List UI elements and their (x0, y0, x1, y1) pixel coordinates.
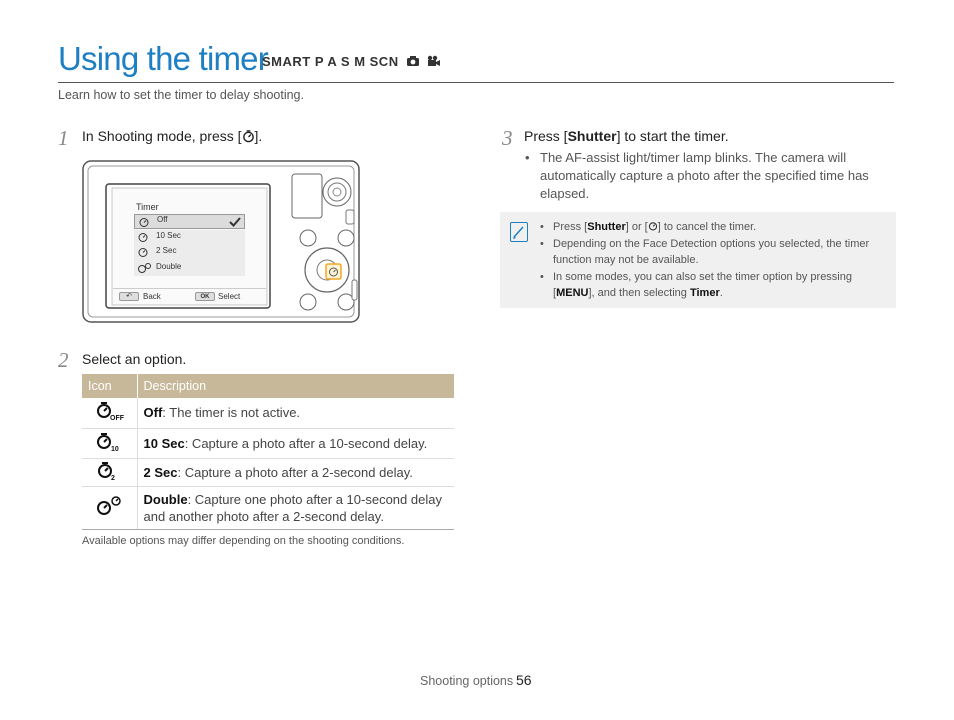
screen-menu-title: Timer (136, 202, 159, 212)
timer-icon-small (648, 221, 658, 231)
table-footnote: Available options may differ depending on the shooting conditions. (82, 535, 405, 547)
icon-column-header: Icon (82, 374, 137, 398)
table-row (82, 486, 454, 529)
note-1-post: ] to cancel the timer. (657, 221, 757, 233)
step-3-number: 3 (502, 126, 513, 150)
table-desc-cell (137, 458, 454, 486)
table-icon-cell (82, 486, 137, 529)
note-3-post: . (719, 287, 723, 299)
table-desc-cell (137, 486, 454, 529)
page-number: 56 (516, 672, 532, 688)
shutter-key-label: Shutter (567, 128, 617, 144)
table-icon-cell (82, 398, 137, 428)
screen-menu-item-double[interactable] (134, 260, 245, 276)
mode-list: SMART P A S M SCN (262, 54, 399, 69)
table-desc-cell (137, 398, 454, 428)
step-2-number: 2 (58, 348, 69, 372)
screen-bottom-bar (113, 288, 266, 304)
screen-menu-item-10sec[interactable] (134, 230, 245, 245)
screen-select-label: Select (218, 292, 241, 301)
camera-mode-icon (406, 55, 420, 67)
note-pencil-icon (510, 222, 528, 242)
screen-item-double-label: Double (156, 262, 182, 271)
timer-options-table (82, 374, 454, 530)
table-row (82, 428, 454, 458)
timer-off-small-icon (138, 216, 150, 228)
screen-item-10sec-label: 10 Sec (156, 231, 181, 240)
step-3-text-pre: Press [ (524, 128, 568, 144)
note-1-mid: ] or [ (625, 221, 648, 233)
screen-item-off-label: Off (157, 215, 168, 224)
step-1-text-pre: In Shooting mode, press [ (82, 128, 242, 144)
note-1-shutter: Shutter (587, 221, 626, 233)
movie-mode-icon (426, 55, 440, 67)
timer-icon (242, 130, 255, 143)
svg-text:2: 2 (111, 474, 116, 482)
table-header-row (82, 374, 454, 398)
option-desc-double: : Capture one photo after a 10-second delay and another photo after a 2-second delay. (143, 491, 442, 524)
mode-indicators (262, 54, 440, 69)
title-divider (58, 82, 894, 83)
option-desc-10sec: : Capture a photo after a 10-second delay. (184, 435, 428, 451)
table-row (82, 458, 454, 486)
option-name-double: Double (143, 491, 188, 507)
step-3-text (524, 128, 729, 144)
page-title: Using the timer (58, 40, 268, 77)
svg-text:10: 10 (111, 445, 120, 453)
note-item-2: • Depending on the Face Detection options you selected, the timer function may not be available. (553, 236, 893, 268)
screen-item-2sec-label: 2 Sec (156, 246, 177, 255)
timer-off-icon (96, 401, 125, 423)
footer-section-name: Shooting options (420, 674, 514, 688)
option-desc-2sec: : Capture a photo after a 2-second delay. (177, 464, 413, 480)
camera-illustration (82, 160, 360, 323)
timer-10sec-icon (96, 432, 122, 452)
table-desc-cell (137, 428, 454, 458)
step-1-number: 1 (58, 126, 69, 150)
timer-double-icon (95, 494, 123, 518)
ok-key-icon[interactable]: OK (195, 292, 215, 301)
timer-10sec-small-icon (137, 231, 149, 243)
step-1-text-post: ]. (254, 128, 263, 144)
timer-double-small-icon (137, 262, 151, 274)
table-row (82, 398, 454, 428)
note-1-pre: Press [ (553, 221, 588, 233)
intro-text: Learn how to set the timer to delay shooting. (58, 88, 304, 102)
option-name-2sec: 2 Sec (143, 464, 178, 480)
back-key-icon[interactable]: ↶ (119, 292, 139, 301)
menu-key-label: MENU (556, 287, 589, 299)
note-item-3 (553, 269, 893, 301)
step-2-text: Select an option. (82, 351, 187, 367)
option-desc-off: : The timer is not active. (162, 405, 301, 421)
note-3-mid: ], and then selecting (588, 287, 690, 299)
option-name-off: Off (143, 405, 163, 421)
check-icon (229, 217, 241, 227)
note-item-1 (553, 219, 893, 235)
table-icon-cell (82, 458, 137, 486)
note-3-pre: In some modes, you can also set the timer option by pressing [ (553, 271, 852, 299)
note-3-timer: Timer (689, 287, 720, 299)
timer-2sec-small-icon (137, 246, 149, 258)
timer-2sec-icon (96, 461, 122, 481)
step-3-bullet: • The AF-assist light/timer lamp blinks. The camera will automatically capture a photo after the specified time has elapsed. (540, 149, 880, 203)
table-icon-cell (82, 428, 137, 458)
option-name-10sec: 10 Sec (143, 435, 185, 451)
screen-menu-item-2sec[interactable] (134, 245, 245, 260)
screen-back-label: Back (143, 292, 161, 301)
note-box (500, 212, 896, 308)
description-column-header: Description (137, 374, 454, 398)
screen-menu-item-off[interactable] (134, 214, 245, 229)
step-1-text (82, 128, 262, 144)
svg-text:OFF: OFF (110, 415, 125, 423)
step-3-text-post: ] to start the timer. (616, 128, 729, 144)
